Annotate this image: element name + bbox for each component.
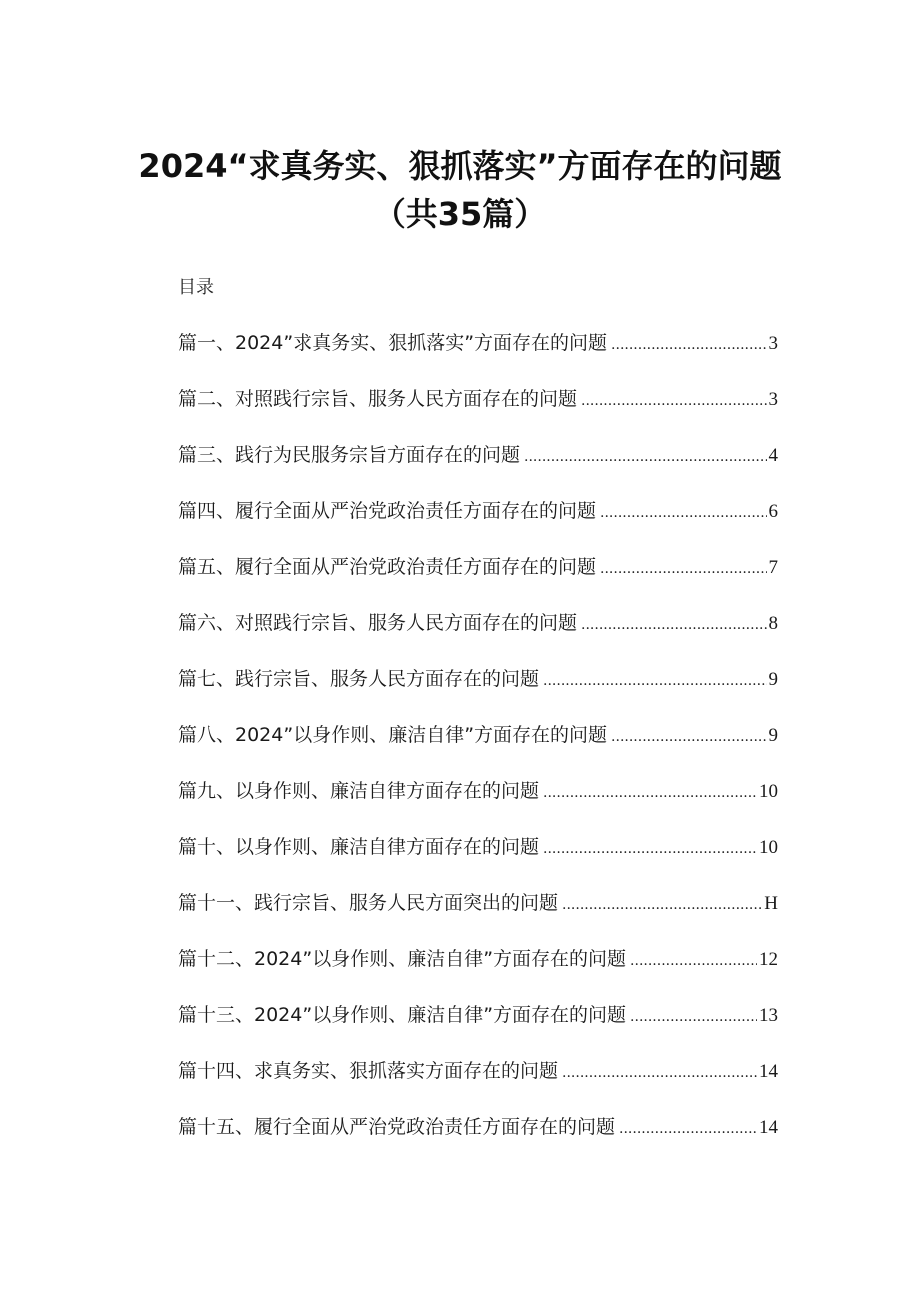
toc-entry[interactable] bbox=[178, 1056, 778, 1112]
toc-entry-page: 14 bbox=[759, 1061, 778, 1082]
toc-entry[interactable] bbox=[178, 608, 778, 664]
toc-entry-page: 3 bbox=[768, 389, 778, 410]
toc-entry-title: 篇十、以身作则、廉洁自律方面存在的问题 bbox=[178, 836, 540, 858]
toc-entry-page: 14 bbox=[759, 1117, 778, 1138]
toc-entry-title: 篇十四、求真务实、狠抓落实方面存在的问题 bbox=[178, 1060, 559, 1082]
toc-leader-dots bbox=[581, 617, 766, 633]
toc-entry[interactable] bbox=[178, 552, 778, 608]
toc-entry[interactable] bbox=[178, 720, 778, 776]
toc-entry-title: 篇十五、履行全面从严治党政治责任方面存在的问题 bbox=[178, 1116, 616, 1138]
toc-entry[interactable] bbox=[178, 384, 778, 440]
toc-entry[interactable] bbox=[178, 776, 778, 832]
toc-entry-page: 9 bbox=[768, 669, 778, 690]
toc-leader-dots bbox=[543, 785, 757, 801]
toc-entry-title: 篇六、对照践行宗旨、服务人民方面存在的问题 bbox=[178, 612, 578, 634]
toc-entry-title: 篇十二、2024”以身作则、廉洁自律”方面存在的问题 bbox=[178, 948, 627, 970]
toc-leader-dots bbox=[524, 449, 766, 465]
toc-entry[interactable] bbox=[178, 664, 778, 720]
toc-leader-dots bbox=[611, 729, 766, 745]
toc-entry-page: 8 bbox=[768, 613, 778, 634]
toc-entry-title: 篇三、践行为民服务宗旨方面存在的问题 bbox=[178, 444, 521, 466]
document-subtitle: （共35篇） bbox=[373, 195, 547, 233]
toc-leader-dots bbox=[543, 673, 766, 689]
toc-entry-page: 10 bbox=[759, 781, 778, 802]
toc-entry-title: 篇九、以身作则、廉洁自律方面存在的问题 bbox=[178, 780, 540, 802]
toc-entry-page: 10 bbox=[759, 837, 778, 858]
toc-entry-page: 7 bbox=[768, 557, 778, 578]
toc-entry[interactable] bbox=[178, 1112, 778, 1168]
toc-leader-dots bbox=[611, 337, 766, 353]
toc-leader-dots bbox=[630, 1009, 757, 1025]
toc-leader-dots bbox=[619, 1121, 757, 1137]
table-of-contents bbox=[178, 328, 778, 1168]
toc-entry[interactable] bbox=[178, 440, 778, 496]
toc-leader-dots bbox=[630, 953, 757, 969]
toc-entry-page: 9 bbox=[768, 725, 778, 746]
toc-leader-dots bbox=[562, 1065, 757, 1081]
toc-entry-page: 3 bbox=[768, 333, 778, 354]
toc-leader-dots bbox=[600, 561, 766, 577]
toc-entry-title: 篇五、履行全面从严治党政治责任方面存在的问题 bbox=[178, 556, 597, 578]
toc-heading: 目录 bbox=[178, 277, 214, 298]
toc-entry[interactable] bbox=[178, 944, 778, 1000]
toc-entry-title: 篇八、2024”以身作则、廉洁自律”方面存在的问题 bbox=[178, 724, 608, 746]
toc-entry-page: H bbox=[764, 893, 778, 914]
toc-leader-dots bbox=[562, 897, 762, 913]
toc-leader-dots bbox=[600, 505, 766, 521]
toc-entry-title: 篇七、践行宗旨、服务人民方面存在的问题 bbox=[178, 668, 540, 690]
toc-entry-title: 篇十三、2024”以身作则、廉洁自律”方面存在的问题 bbox=[178, 1004, 627, 1026]
toc-entry-page: 12 bbox=[759, 949, 778, 970]
toc-entry-page: 6 bbox=[768, 501, 778, 522]
toc-entry-page: 4 bbox=[768, 445, 778, 466]
toc-entry-title: 篇二、对照践行宗旨、服务人民方面存在的问题 bbox=[178, 388, 578, 410]
toc-entry[interactable] bbox=[178, 328, 778, 384]
toc-leader-dots bbox=[581, 393, 766, 409]
toc-entry[interactable] bbox=[178, 496, 778, 552]
toc-entry[interactable] bbox=[178, 1000, 778, 1056]
toc-entry-page: 13 bbox=[759, 1005, 778, 1026]
toc-entry[interactable] bbox=[178, 888, 778, 944]
toc-leader-dots bbox=[543, 841, 757, 857]
toc-entry-title: 篇一、2024”求真务实、狠抓落实”方面存在的问题 bbox=[178, 332, 608, 354]
toc-entry[interactable] bbox=[178, 832, 778, 888]
document-title: 2024“求真务实、狠抓落实”方面存在的问题 bbox=[138, 147, 782, 185]
toc-entry-title: 篇四、履行全面从严治党政治责任方面存在的问题 bbox=[178, 500, 597, 522]
toc-entry-title: 篇十一、践行宗旨、服务人民方面突出的问题 bbox=[178, 892, 559, 914]
